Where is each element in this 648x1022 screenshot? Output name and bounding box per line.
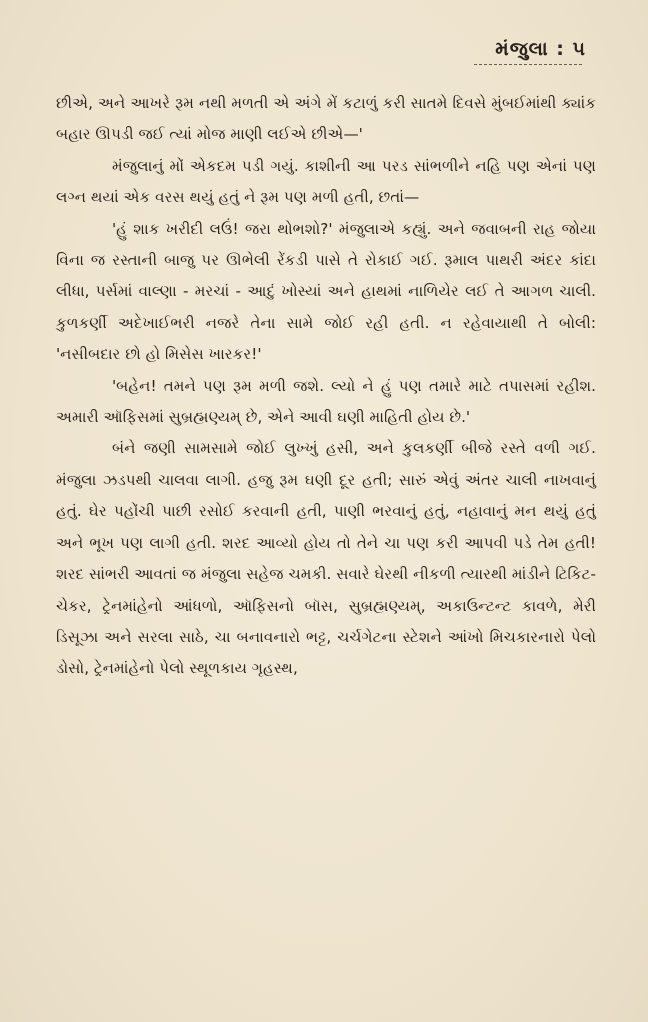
header-underline <box>474 64 582 67</box>
body-text <box>56 88 596 685</box>
paragraph-5: બંને જણી સામસામે જોઈ લુખ્ખું હસી, અને કુલકર્ણી બીજે રસ્તે વળી ગઈ. મંજુલા ઝડપથી ચાલવા લાગી. હજુ રૂમ ઘણી દૂર હતી; સારું એવું અંતર ચાલી નાખવાનું હતું. ઘેર પહોંચી પાછી રસોઈ કરવાની હતી, પાણી ભરવાનું હતું, નહાવાનું મન થયું હતું અને ભૂખ પણ લાગી હતી. શરદ આવ્યો હોય તો તેને ચા પણ કરી આપવી પડે તેમ હતી! શરદ સાંભરી આવતાં જ મંજુલા સહેજ ચમકી. સવારે ઘેરથી નીકળી ત્યારથી માંડીને ટિકિટ-ચેકર, ટ્રેનમાંહેનો આંધળો, ઑફિસનો બૉસ, સુબ્રહ્મણ્યમ્, અકાઉન્ટન્ટ કાવળે, મેરી ડિસૂઝા અને સરલા સાઠે, ચા બનાવનારો ભટ્ટ, ચર્ચગેટના સ્ટેશને આંખો મિચકારનારો પેલો ડોસો, ટ્રેનમાંહેનો પેલો સ્થૂળકાય ગૃહસ્થ, <box>56 439 596 678</box>
running-header: મંજુલા : ૫ <box>495 38 586 60</box>
paragraph-3: 'હું શાક ખરીદી લઉં! જરા થોભશો?' મંજુલાએ કહ્યું. અને જવાબની રાહ જોયા વિના જ રસ્તાની બાજુ પર ઊભેલી રેંકડી પાસે તે રોકાઈ ગઈ. રૂમાલ પાથરી અંદર કાંદા લીધા, પર્સમાં વાલ્ણા - મરચાં - આદું ખોસ્યાં અને હાથમાં નાળિયેર લઈ તે આગળ ચાલી. કુળકર્ણી અદેખાઈભરી નજરે તેના સામે જોઈ રહી હતી. ન રહેવાયાથી તે બોલી: 'નસીબદાર છો હો મિસેસ ખારકર!' <box>56 219 596 364</box>
paragraph-2: મંજુલાનું મોં એકદમ પડી ગયું. કાશીની આ પરડ સાંભળીને નહિ પણ એનાં પણ લગ્ન થયાં એક વરસ થયું હતું ને રૂમ પણ મળી હતી, છતાં— <box>56 156 596 207</box>
paragraph-1: છીએ, અને આખરે રૂમ નથી મળતી એ અંગે મેં કટાળું કરી સાતમે દિવસે મુંબઈમાંથી ક્યાંક બહાર ઊપડી જઈ ત્યાં મોજ માણી લઈએ છીએ—' <box>56 94 596 144</box>
paragraph-4: 'બહેન! તમને પણ રૂમ મળી જશે. લ્યો ને હું પણ તમારે માટે તપાસમાં રહીશ. અમારી ઑફિસમાં સુબ્રહ્મણ્યમ્ છે, એને આવી ઘણી માહિતી હોય છે.' <box>56 376 596 427</box>
